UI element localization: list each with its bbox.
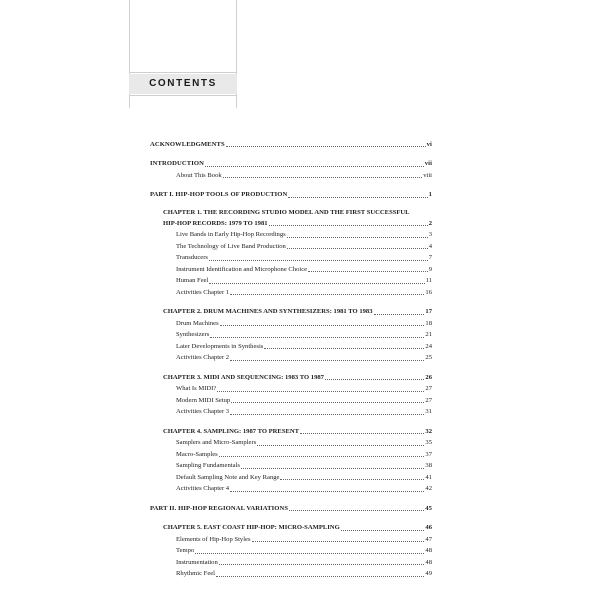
toc-entry-title: CHAPTER 2. DRUM MACHINES AND SYNTHESIZERS: 1981 TO 1983 bbox=[163, 308, 373, 315]
toc-spacer bbox=[150, 298, 432, 306]
toc-entry-title: HIP-HOP RECORDS: 1979 TO 1981 bbox=[163, 219, 268, 227]
toc-page-number: 4 bbox=[428, 242, 432, 250]
toc-leader-dots bbox=[289, 503, 424, 511]
toc-page-number: vi bbox=[426, 140, 432, 148]
toc-entry[interactable] bbox=[150, 556, 432, 568]
toc-leader-dots bbox=[341, 523, 425, 531]
toc-entry[interactable] bbox=[150, 406, 432, 418]
toc-entry[interactable] bbox=[150, 286, 432, 298]
toc-entry[interactable] bbox=[150, 329, 432, 341]
toc-entry[interactable] bbox=[150, 158, 432, 170]
toc-entry-title: CHAPTER 3. MIDI AND SEQUENCING: 1983 TO 1987 bbox=[163, 373, 324, 381]
toc-entry[interactable] bbox=[150, 437, 432, 449]
toc-leader-dots bbox=[220, 318, 425, 326]
toc-entry-title: Drum Machines bbox=[176, 319, 219, 327]
toc-entry-title: Samplers and Micro-Samplers bbox=[176, 439, 257, 446]
table-of-contents bbox=[150, 138, 432, 579]
toc-entry-title: Sampling Fundamentals bbox=[176, 462, 240, 469]
toc-leader-dots bbox=[195, 546, 424, 554]
toc-entry-title: ACKNOWLEDGMENTS bbox=[150, 140, 225, 148]
toc-entry[interactable] bbox=[150, 340, 432, 352]
toc-entry[interactable] bbox=[150, 522, 432, 534]
toc-entry[interactable] bbox=[150, 352, 432, 364]
toc-entry[interactable] bbox=[150, 275, 432, 287]
toc-leader-dots bbox=[217, 384, 424, 392]
toc-entry-title: Instrumentation bbox=[176, 558, 218, 566]
frame-line-bottom bbox=[129, 95, 237, 96]
toc-entry[interactable] bbox=[150, 371, 432, 383]
toc-entry[interactable] bbox=[150, 383, 432, 395]
toc-entry[interactable] bbox=[150, 471, 432, 483]
toc-entry-title-line: CHAPTER 1. THE RECORDING STUDIO MODEL AND THE FIRST SUCCESSFUL bbox=[163, 209, 410, 216]
toc-page-number: 31 bbox=[425, 408, 432, 415]
toc-entry-title: Modern MIDI Setup bbox=[176, 396, 231, 404]
toc-page-number: 1 bbox=[428, 191, 432, 198]
toc-leader-dots bbox=[219, 449, 425, 457]
toc-leader-dots bbox=[300, 426, 424, 434]
toc-page-number: 26 bbox=[425, 373, 432, 381]
toc-leader-dots bbox=[308, 264, 428, 272]
toc-leader-dots bbox=[374, 307, 425, 315]
toc-entry-title: PART I. HIP-HOP TOOLS OF PRODUCTION bbox=[150, 191, 288, 198]
toc-leader-dots bbox=[269, 218, 428, 226]
toc-entry[interactable] bbox=[150, 306, 432, 318]
toc-entry-title: Transducers bbox=[176, 254, 208, 261]
toc-entry[interactable] bbox=[150, 189, 432, 201]
toc-leader-dots bbox=[230, 484, 424, 492]
toc-page-number: 7 bbox=[428, 254, 432, 261]
toc-leader-dots bbox=[288, 190, 427, 198]
toc-page-number: 27 bbox=[425, 396, 432, 404]
toc-entry[interactable] bbox=[150, 425, 432, 437]
toc-leader-dots bbox=[287, 241, 428, 249]
toc-leader-dots bbox=[216, 569, 424, 577]
toc-page-number: 16 bbox=[425, 288, 432, 296]
toc-entry[interactable] bbox=[150, 394, 432, 406]
toc-page-number: 9 bbox=[428, 265, 432, 273]
toc-page-number: 46 bbox=[425, 524, 432, 531]
toc-page-number: 41 bbox=[425, 473, 432, 481]
toc-spacer bbox=[150, 514, 432, 522]
toc-entry[interactable] bbox=[150, 240, 432, 252]
toc-entry[interactable] bbox=[150, 217, 432, 229]
toc-page-number: 24 bbox=[425, 342, 432, 350]
toc-entry-title: Macro-Samples bbox=[176, 450, 218, 458]
toc-page-number: vii bbox=[424, 160, 432, 167]
toc-spacer bbox=[150, 200, 432, 208]
toc-page-number: 32 bbox=[425, 427, 432, 435]
toc-entry-title: CHAPTER 4. SAMPLING: 1987 TO PRESENT bbox=[163, 427, 300, 435]
toc-page-number: 11 bbox=[425, 277, 432, 284]
toc-entry-title: The Technology of Live Band Production bbox=[176, 242, 286, 250]
toc-page-number: 21 bbox=[425, 331, 432, 338]
toc-entry[interactable] bbox=[150, 138, 432, 150]
toc-spacer bbox=[150, 363, 432, 371]
toc-leader-dots bbox=[280, 472, 424, 480]
toc-leader-dots bbox=[325, 372, 424, 380]
toc-page-number: 37 bbox=[425, 450, 432, 458]
toc-entry-title: Live Bands in Early Hip-Hop Recordings bbox=[176, 231, 286, 238]
toc-leader-dots bbox=[209, 253, 428, 261]
toc-entry[interactable] bbox=[150, 533, 432, 545]
page-title: CONTENTS bbox=[129, 74, 237, 94]
toc-leader-dots bbox=[287, 230, 428, 238]
toc-entry[interactable] bbox=[150, 502, 432, 514]
toc-entry-title: Activities Chapter 4 bbox=[176, 485, 230, 492]
toc-page-number: 48 bbox=[425, 558, 432, 566]
toc-entry-title: INTRODUCTION bbox=[150, 160, 204, 167]
toc-page-number: 18 bbox=[425, 319, 432, 327]
toc-entry-title: Human Feel bbox=[176, 277, 209, 284]
toc-entry[interactable] bbox=[150, 169, 432, 181]
toc-leader-dots bbox=[230, 287, 424, 295]
toc-entry-title: Default Sampling Note and Key Range bbox=[176, 473, 280, 481]
toc-entry[interactable] bbox=[150, 229, 432, 241]
toc-spacer bbox=[150, 494, 432, 502]
toc-page-number: 2 bbox=[428, 219, 432, 227]
toc-page-number: 38 bbox=[425, 462, 432, 469]
toc-entry-title: About This Book bbox=[176, 171, 222, 179]
toc-leader-dots bbox=[264, 341, 424, 349]
toc-entry[interactable] bbox=[150, 252, 432, 264]
toc-spacer bbox=[150, 150, 432, 158]
toc-entry-title: Later Developments in Synthesis bbox=[176, 342, 264, 350]
toc-leader-dots bbox=[210, 330, 424, 338]
toc-entry-title: Instrument Identification and Microphone Choice bbox=[176, 265, 308, 273]
toc-page-number: 3 bbox=[428, 231, 432, 238]
toc-entry-title: Activities Chapter 1 bbox=[176, 288, 230, 296]
toc-leader-dots bbox=[230, 353, 424, 361]
toc-spacer bbox=[150, 181, 432, 189]
toc-entry-title: PART II. HIP-HOP REGIONAL VARIATIONS bbox=[150, 504, 289, 512]
toc-spacer bbox=[150, 417, 432, 425]
frame-line-top bbox=[129, 72, 237, 73]
toc-entry-title: Tempo bbox=[176, 547, 195, 554]
toc-leader-dots bbox=[209, 276, 424, 284]
toc-entry-title: Synthesizers bbox=[176, 331, 210, 338]
toc-page-number: 48 bbox=[425, 547, 432, 554]
toc-page-number: 35 bbox=[425, 439, 432, 446]
toc-page-number: 27 bbox=[425, 385, 432, 392]
toc-entry-title: What Is MIDI? bbox=[176, 385, 217, 392]
toc-leader-dots bbox=[205, 159, 424, 167]
toc-leader-dots bbox=[252, 534, 425, 542]
toc-page-number: viii bbox=[423, 171, 432, 179]
toc-entry[interactable] bbox=[150, 568, 432, 580]
toc-page-number: 47 bbox=[425, 535, 432, 543]
toc-entry-title: Activities Chapter 3 bbox=[176, 408, 230, 415]
toc-leader-dots bbox=[223, 170, 423, 178]
toc-entry[interactable] bbox=[150, 483, 432, 495]
toc-entry[interactable] bbox=[150, 263, 432, 275]
toc-entry-title: Elements of Hip-Hop Styles bbox=[176, 535, 251, 543]
toc-entry-title: Rhythmic Feel bbox=[176, 570, 216, 577]
toc-page-number: 45 bbox=[425, 504, 432, 512]
toc-leader-dots bbox=[241, 461, 424, 469]
toc-page-number: 42 bbox=[425, 485, 432, 492]
toc-leader-dots bbox=[257, 438, 424, 446]
toc-leader-dots bbox=[226, 139, 426, 147]
toc-page-number: 49 bbox=[425, 570, 432, 577]
toc-entry[interactable] bbox=[150, 317, 432, 329]
toc-entry[interactable] bbox=[150, 448, 432, 460]
toc-leader-dots bbox=[230, 407, 424, 415]
toc-entry[interactable] bbox=[150, 460, 432, 472]
toc-leader-dots bbox=[231, 395, 424, 403]
toc-entry[interactable] bbox=[150, 545, 432, 557]
toc-entry-title: Activities Chapter 2 bbox=[176, 354, 230, 361]
toc-page-number: 17 bbox=[425, 308, 432, 315]
toc-entry-title: CHAPTER 5. EAST COAST HIP-HOP: MICRO-SAMPLING bbox=[163, 524, 340, 531]
toc-page-number: 25 bbox=[425, 354, 432, 361]
toc-leader-dots bbox=[219, 557, 425, 565]
